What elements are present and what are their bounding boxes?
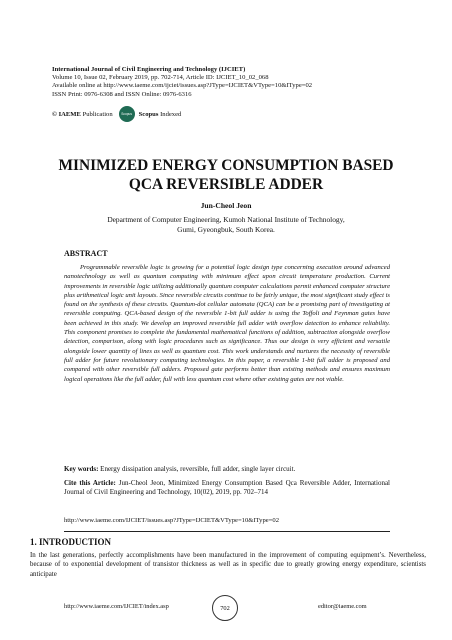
page-number: 702 (212, 595, 238, 621)
journal-header (52, 66, 412, 99)
paper-title (40, 156, 412, 194)
divider (64, 531, 390, 532)
issn-line: ISSN Print: 0976-6308 and ISSN Online: 0976-6316 (52, 90, 192, 98)
introduction-heading: 1. INTRODUCTION (30, 537, 112, 547)
publication-label: Publication (82, 110, 113, 118)
keywords-label: Key words: (64, 465, 99, 473)
citation (64, 479, 390, 497)
introduction-body: In the last generations, perfectly accomplishments have been manufactured in the improvement of computing equipment’s. Nevertheless, because of to exponential development of transistor thickness as well as in specific due to greatly growing energy expenditure, scientists anticipate (30, 552, 426, 578)
footer-email-link[interactable]: editor@iaeme.com (318, 603, 367, 610)
available-online-line: Available online at http://www.iaeme.com/ijciet/issues.asp?JType=IJCIET&VType=10&IType=02 (52, 82, 313, 90)
abstract-heading: ABSTRACT (64, 249, 108, 258)
cite-url-link[interactable]: http://www.iaeme.com/IJCIET/issues.asp?JType=IJCIET&VType=10&IType=02 (64, 517, 279, 524)
title-line-1: MINIMIZED ENERGY CONSUMPTION BASED (58, 157, 394, 174)
indexed-label: Indexed (160, 110, 182, 118)
footer-url-link[interactable]: http://www.iaeme.com/IJCIET/index.asp (64, 603, 169, 610)
publisher-row (52, 106, 181, 122)
title-line-2: QCA REVERSIBLE ADDER (128, 176, 324, 193)
copyright-iaeme: © IAEME (52, 110, 81, 118)
scopus-logo-icon: Scopus (119, 106, 135, 122)
affiliation-line-1: Department of Computer Engineering, Kumoh National Institute of Technology, (107, 215, 345, 224)
volume-line: Volume 10, Issue 02, February 2019, pp. 702-714, Article ID: IJCIET_10_02_068 (52, 74, 269, 82)
keywords (64, 465, 390, 473)
cite-label: Cite this Article: (64, 479, 116, 487)
author-name: Jun-Cheol Jeon (200, 201, 252, 210)
cite-text: Jun-Cheol Jeon, Minimized Energy Consumption Based Qca Reversible Adder, International Journal of Civil Engineering and Technology, 10(02), 2019, pp. 702–714 (64, 479, 391, 497)
journal-title: International Journal of Civil Engineering and Technology (IJCIET) (52, 66, 246, 73)
scopus-brand: Scopus (138, 110, 159, 118)
abstract-body: Programmable reversible logic is growing for a potential logic design type concerning execution around advanced nanotechnology as well as quantum computing with minimum effect upon circuit temperature production. Current improvements in reversible logic utilizing additionally quantum computer calculations permit enhanced computer structure plus arithmetical logic unit layouts. Since reversible circuits continue to be fairly unique, the most significant study effect is found on the synthesis of these circuits. Quantum-dot cellular automata (QCA) can be a promising part of investigating at reversible computing. QCA-based design of the reversible 1-bit full adder is using the Toffoli and Feynman gates have been achieved in this study. We develop an improved reversible full adder with overflow detection to enhance reliability. This component promises to complete the fundamental mathematical functions of addition, subtraction alongside overflow detection, comparison, along with logic procedures such as significance. Thus our design is very efficient and versatile alongside lower quantity of lines as well as quantum cost. This work understands and nurtures the necessity of reversible full adder for future revolutionary computing technologies. In this paper, a reversible 1-bit full adder is proposed and compared with other reversible full adders. Proposed gate performs better than existing methods and ensures maximum logical operations like the full adder, full with less quantum cost where other existing gates are not viable. (64, 264, 390, 383)
keywords-text: Energy dissipation analysis, reversible, full adder, single layer circuit. (100, 465, 296, 473)
affiliation-line-2: Gumi, Gyeongbuk, South Korea. (177, 224, 275, 234)
author-affiliation (40, 215, 412, 234)
